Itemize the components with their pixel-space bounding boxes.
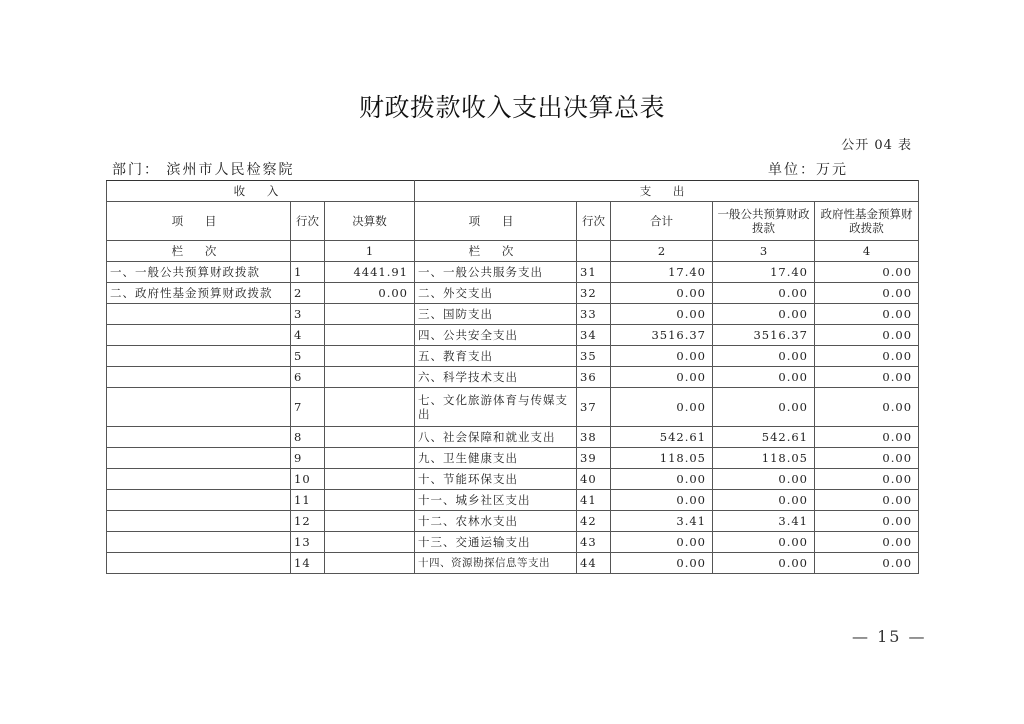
income-amount-cell xyxy=(325,388,415,427)
income-item-cell xyxy=(107,532,291,553)
expense-row-number: 31 xyxy=(577,262,611,283)
income-row-number: 5 xyxy=(291,346,325,367)
fund-budget-cell: 0.00 xyxy=(815,427,919,448)
income-amount-cell xyxy=(325,304,415,325)
expense-group-header: 支 出 xyxy=(415,181,919,202)
expense-row-number: 35 xyxy=(577,346,611,367)
income-item-cell xyxy=(107,490,291,511)
general-budget-cell: 0.00 xyxy=(713,532,815,553)
total-amount-cell: 0.00 xyxy=(611,367,713,388)
fund-budget-cell: 0.00 xyxy=(815,304,919,325)
table-row xyxy=(107,427,919,448)
expense-item-cell: 六、科学技术支出 xyxy=(415,367,577,388)
income-amount-cell xyxy=(325,553,415,574)
total-amount-cell: 542.61 xyxy=(611,427,713,448)
total-amount-cell: 0.00 xyxy=(611,469,713,490)
income-amount-cell xyxy=(325,532,415,553)
table-row xyxy=(107,469,919,490)
income-column-label: 栏 次 xyxy=(107,241,291,262)
income-amount-cell xyxy=(325,367,415,388)
total-header: 合计 xyxy=(611,202,713,241)
fund-budget-cell: 0.00 xyxy=(815,469,919,490)
total-col-no: 2 xyxy=(611,241,713,262)
general-budget-cell: 542.61 xyxy=(713,427,815,448)
income-row-number: 3 xyxy=(291,304,325,325)
income-item-cell xyxy=(107,553,291,574)
expense-item-cell: 五、教育支出 xyxy=(415,346,577,367)
income-item-cell xyxy=(107,325,291,346)
general-budget-cell: 0.00 xyxy=(713,490,815,511)
expense-item-cell: 十、节能环保支出 xyxy=(415,469,577,490)
empty-cell xyxy=(291,241,325,262)
expense-row-number: 38 xyxy=(577,427,611,448)
fund-budget-cell: 0.00 xyxy=(815,325,919,346)
expense-row-number: 37 xyxy=(577,388,611,427)
total-amount-cell: 0.00 xyxy=(611,490,713,511)
expense-item-cell: 二、外交支出 xyxy=(415,283,577,304)
group-header-row xyxy=(107,181,919,202)
income-item-cell xyxy=(107,511,291,532)
income-row-number: 13 xyxy=(291,532,325,553)
table-row xyxy=(107,325,919,346)
income-item-cell xyxy=(107,304,291,325)
income-amount-cell xyxy=(325,469,415,490)
income-row-number: 10 xyxy=(291,469,325,490)
general-budget-cell: 0.00 xyxy=(713,388,815,427)
total-amount-cell: 3516.37 xyxy=(611,325,713,346)
fund-budget-cell: 0.00 xyxy=(815,553,919,574)
income-item-cell xyxy=(107,427,291,448)
fund-budget-cell: 0.00 xyxy=(815,346,919,367)
expense-item-cell: 一、一般公共服务支出 xyxy=(415,262,577,283)
expense-item-cell: 九、卫生健康支出 xyxy=(415,448,577,469)
expense-row-number: 44 xyxy=(577,553,611,574)
expense-row-number: 36 xyxy=(577,367,611,388)
income-item-cell xyxy=(107,448,291,469)
table-body xyxy=(107,262,919,574)
expense-row-number: 40 xyxy=(577,469,611,490)
total-amount-cell: 0.00 xyxy=(611,346,713,367)
fund-budget-cell: 0.00 xyxy=(815,283,919,304)
total-amount-cell: 118.05 xyxy=(611,448,713,469)
total-amount-cell: 0.00 xyxy=(611,532,713,553)
income-amount-cell: 0.00 xyxy=(325,283,415,304)
total-amount-cell: 3.41 xyxy=(611,511,713,532)
table-row xyxy=(107,283,919,304)
general-budget-cell: 0.00 xyxy=(713,367,815,388)
expense-item-cell: 十三、交通运输支出 xyxy=(415,532,577,553)
income-amount-cell xyxy=(325,427,415,448)
expense-row-number: 39 xyxy=(577,448,611,469)
fund-budget-col-no: 4 xyxy=(815,241,919,262)
total-amount-cell: 0.00 xyxy=(611,388,713,427)
table-row xyxy=(107,304,919,325)
general-budget-cell: 0.00 xyxy=(713,553,815,574)
table-row xyxy=(107,553,919,574)
income-row-number: 2 xyxy=(291,283,325,304)
income-amount-cell xyxy=(325,325,415,346)
total-amount-cell: 0.00 xyxy=(611,553,713,574)
income-amount-cell: 4441.91 xyxy=(325,262,415,283)
general-budget-col-no: 3 xyxy=(713,241,815,262)
fund-budget-cell: 0.00 xyxy=(815,367,919,388)
income-item-cell: 一、一般公共预算财政拨款 xyxy=(107,262,291,283)
income-item-cell xyxy=(107,346,291,367)
income-item-cell xyxy=(107,469,291,490)
income-amount-cell xyxy=(325,346,415,367)
income-row-number: 9 xyxy=(291,448,325,469)
income-group-header: 收 入 xyxy=(107,181,415,202)
table-row xyxy=(107,448,919,469)
income-row-number: 4 xyxy=(291,325,325,346)
table-row xyxy=(107,367,919,388)
department-label: 部门： 滨州市人民检察院 xyxy=(112,162,295,178)
income-item-cell: 二、政府性基金预算财政拨款 xyxy=(107,283,291,304)
column-number-row xyxy=(107,241,919,262)
income-row-number: 8 xyxy=(291,427,325,448)
income-row-number: 14 xyxy=(291,553,325,574)
income-row-number: 11 xyxy=(291,490,325,511)
budget-summary-table xyxy=(106,180,919,574)
expense-row-number: 34 xyxy=(577,325,611,346)
total-amount-cell: 0.00 xyxy=(611,283,713,304)
expense-row-number: 32 xyxy=(577,283,611,304)
expense-row-header: 行次 xyxy=(577,202,611,241)
general-budget-cell: 3.41 xyxy=(713,511,815,532)
fund-budget-cell: 0.00 xyxy=(815,511,919,532)
table-row xyxy=(107,511,919,532)
fund-budget-cell: 0.00 xyxy=(815,532,919,553)
expense-row-number: 43 xyxy=(577,532,611,553)
expense-item-cell: 四、公共安全支出 xyxy=(415,325,577,346)
income-row-header: 行次 xyxy=(291,202,325,241)
income-item-cell xyxy=(107,388,291,427)
expense-row-number: 41 xyxy=(577,490,611,511)
income-amount-cell xyxy=(325,511,415,532)
fund-budget-cell: 0.00 xyxy=(815,448,919,469)
expense-item-header: 项 目 xyxy=(415,202,577,241)
income-item-cell xyxy=(107,367,291,388)
unit-label: 单位：万元 xyxy=(768,162,848,178)
income-row-number: 1 xyxy=(291,262,325,283)
general-budget-cell: 118.05 xyxy=(713,448,815,469)
general-budget-header: 一般公共预算财政拨款 xyxy=(713,202,815,241)
table-row xyxy=(107,388,919,427)
empty-cell xyxy=(577,241,611,262)
income-row-number: 7 xyxy=(291,388,325,427)
general-budget-cell: 3516.37 xyxy=(713,325,815,346)
expense-item-cell: 十一、城乡社区支出 xyxy=(415,490,577,511)
table-row xyxy=(107,490,919,511)
income-amount-cell xyxy=(325,490,415,511)
expense-column-label: 栏 次 xyxy=(415,241,577,262)
table-row xyxy=(107,532,919,553)
general-budget-cell: 0.00 xyxy=(713,283,815,304)
column-header-row xyxy=(107,202,919,241)
page-number: — 15 — xyxy=(852,627,927,646)
total-amount-cell: 0.00 xyxy=(611,304,713,325)
expense-item-cell: 三、国防支出 xyxy=(415,304,577,325)
expense-item-cell: 十二、农林水支出 xyxy=(415,511,577,532)
fund-budget-header: 政府性基金预算财政拨款 xyxy=(815,202,919,241)
general-budget-cell: 0.00 xyxy=(713,346,815,367)
fund-budget-cell: 0.00 xyxy=(815,262,919,283)
income-amount-header: 决算数 xyxy=(325,202,415,241)
general-budget-cell: 0.00 xyxy=(713,304,815,325)
page-title: 财政拨款收入支出决算总表 xyxy=(358,93,665,122)
form-number: 公开 04 表 xyxy=(841,138,912,153)
table-row xyxy=(107,262,919,283)
general-budget-cell: 17.40 xyxy=(713,262,815,283)
total-amount-cell: 17.40 xyxy=(611,262,713,283)
table-row xyxy=(107,346,919,367)
general-budget-cell: 0.00 xyxy=(713,469,815,490)
income-amount-col-no: 1 xyxy=(325,241,415,262)
income-row-number: 12 xyxy=(291,511,325,532)
income-item-header: 项 目 xyxy=(107,202,291,241)
expense-item-cell: 七、文化旅游体育与传媒支出 xyxy=(415,388,577,427)
expense-item-cell: 八、社会保障和就业支出 xyxy=(415,427,577,448)
expense-row-number: 42 xyxy=(577,511,611,532)
fund-budget-cell: 0.00 xyxy=(815,490,919,511)
fund-budget-cell: 0.00 xyxy=(815,388,919,427)
income-row-number: 6 xyxy=(291,367,325,388)
expense-item-cell: 十四、资源勘探信息等支出 xyxy=(415,553,577,574)
expense-row-number: 33 xyxy=(577,304,611,325)
income-amount-cell xyxy=(325,448,415,469)
